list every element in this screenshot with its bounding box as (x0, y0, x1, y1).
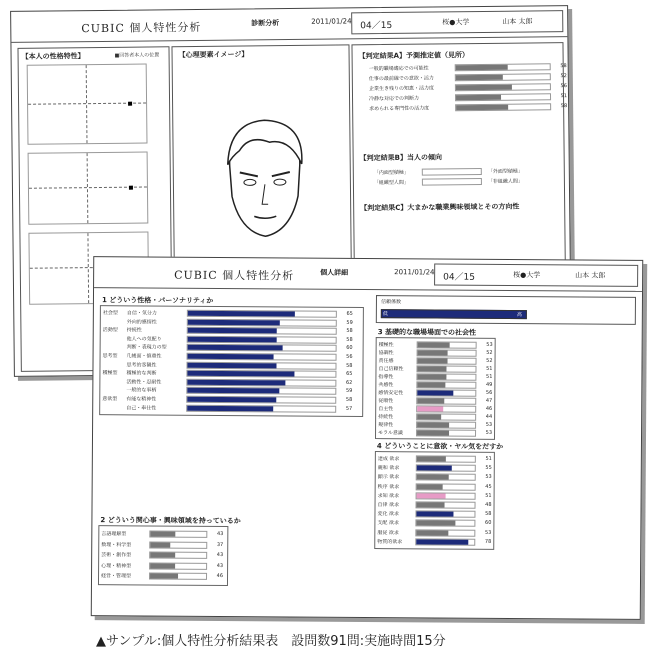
motivation-row-value: 58 (485, 511, 492, 518)
report-date: 2011/01/24 (394, 268, 435, 277)
interest-row-value: 43 (216, 530, 224, 537)
social-table (375, 337, 496, 440)
motivation-row (378, 492, 492, 500)
social-row-label: 協調性 (378, 350, 394, 357)
trait-row-bar (187, 405, 273, 411)
motivation-row-bar (417, 493, 446, 498)
trait-row (103, 352, 359, 361)
social-row-label: 自己信頼性 (378, 366, 404, 373)
social-row-bar (417, 382, 445, 387)
motivation-row (377, 519, 491, 527)
motivation-row-label: 服従 欲求 (377, 529, 399, 536)
trait-row-bar (187, 362, 276, 368)
motivation-row-value: 51 (485, 455, 492, 462)
plot-box-2 (28, 151, 149, 224)
interest-row (101, 530, 225, 538)
motivation-row-bar (417, 466, 452, 471)
interest-table (98, 525, 228, 586)
result-a-row-label: 一般的職場適応での可能性 (368, 65, 429, 73)
social-row-bar (417, 398, 444, 403)
trait-row-bar (187, 397, 276, 403)
social-row-bar (417, 414, 441, 419)
interest-row-bar (150, 563, 175, 568)
trait-row-bar (188, 354, 274, 360)
result-a-row (368, 63, 567, 73)
motivation-row-value: 51 (485, 492, 492, 499)
social-row-value: 47 (485, 397, 493, 404)
tendency-scale (422, 168, 482, 176)
social-row-label: モラル意識 (378, 430, 403, 437)
trait-row-value: 56 (346, 353, 353, 360)
social-row (378, 389, 492, 397)
social-row-label: 従順性 (378, 398, 394, 405)
reliability-low: 低 (382, 311, 388, 318)
social-row-value: 53 (485, 429, 493, 436)
id-box (434, 263, 638, 286)
result-a-row-bar (456, 65, 508, 71)
reliability-high: 高 (516, 312, 522, 319)
tendency-scale (422, 178, 482, 186)
social-row-value: 53 (485, 421, 493, 428)
tendency-label: 「非組織人間」 (487, 178, 523, 185)
result-a-row (368, 83, 567, 93)
trait-group: 積極型 (102, 370, 118, 377)
interest-row-label: 数理・科学型 (101, 541, 132, 548)
result-a-row (369, 103, 568, 113)
social-row-label: 指導性 (378, 374, 394, 381)
trait-row-label: 一般的な事柄 (126, 387, 157, 394)
interest-row-bar (150, 531, 175, 536)
motivation-row-value: 60 (485, 520, 492, 527)
image-title: 【心理要素イメージ】 (178, 50, 249, 60)
social-row-value: 52 (486, 349, 493, 356)
trait-row-value: 65 (346, 310, 353, 317)
social-row (379, 357, 493, 365)
trait-row-value: 60 (346, 345, 353, 352)
trait-group: 意欲型 (102, 396, 118, 403)
section-interest-title: 2 どういう関心事・興味領域を持っているか (100, 516, 241, 526)
trait-row-value: 58 (346, 336, 353, 343)
motivation-row-bar (416, 530, 448, 535)
trait-row-bar (187, 388, 279, 394)
social-row (378, 397, 492, 405)
person-name: 山本 太郎 (575, 271, 606, 280)
motivation-table (374, 451, 495, 550)
trait-row (103, 344, 359, 353)
result-c-title: 【判定結果C】大まかな職業興味領域とその方向性 (360, 202, 520, 213)
result-a-row-value: 51 (560, 93, 568, 100)
trait-row (102, 369, 358, 378)
tendency-label: 「外面型積極」 (487, 168, 523, 175)
social-row-label: 感情安定性 (378, 390, 404, 397)
tendency-label: 「内面型積極」 (373, 169, 409, 177)
trait-row (102, 361, 358, 370)
motivation-row (377, 538, 491, 546)
trait-row-bar (188, 345, 283, 351)
social-row-bar (417, 422, 449, 427)
tendency-label: 「組織型人間」 (373, 179, 409, 187)
person-name: 山本 太郎 (502, 17, 533, 26)
trait-row-value: 58 (346, 362, 353, 369)
trait-row (103, 326, 359, 335)
social-row-bar (417, 390, 453, 395)
result-a-row-value: 56 (560, 83, 567, 90)
motivation-row-label: 支配 欲求 (377, 520, 400, 527)
trait-row-bar (188, 337, 277, 343)
trait-list (101, 306, 363, 412)
motivation-row-label: 物質的欲求 (377, 538, 403, 546)
trait-row-label: 判断・表現力の型 (126, 344, 167, 351)
trait-row-label: 持続性 (126, 327, 142, 334)
trait-row-value: 65 (346, 371, 353, 378)
social-row-value: 49 (485, 381, 493, 388)
trait-row-label: 几帳面・慎重性 (126, 353, 162, 360)
interest-row-label: 経営・管理型 (101, 573, 132, 580)
trait-row (102, 404, 358, 413)
trait-row-label: 有能な精神性 (126, 396, 157, 403)
motivation-row-label: 秩序 欲求 (377, 483, 400, 490)
motivation-list (376, 452, 494, 546)
exam-code: 04／15 (360, 20, 393, 32)
social-row-value: 44 (485, 413, 493, 420)
trait-row (102, 395, 358, 404)
plot-box-1 (27, 64, 148, 145)
trait-row-bar (187, 380, 285, 386)
result-a-row-bar (456, 105, 508, 111)
motivation-row-label: 達成 欲求 (377, 456, 400, 463)
result-a-row (369, 93, 568, 103)
motivation-row (378, 464, 492, 472)
interest-row-bar (150, 573, 178, 578)
school-name: 桜●大学 (442, 18, 470, 27)
social-row (378, 413, 492, 421)
sheet-header (11, 6, 567, 43)
trait-row (102, 378, 358, 387)
sheet-tag: 個人詳細 (320, 268, 349, 277)
social-row-bar (417, 374, 446, 379)
trait-row-label: 自己・奉仕性 (126, 404, 157, 412)
social-row (378, 429, 492, 437)
social-row-label: 積極性 (378, 342, 394, 349)
motivation-row-bar (417, 484, 443, 489)
motivation-row-label: 求知 欲求 (377, 492, 400, 500)
section-social-title: 3 基礎的な職場場面での社会性 (377, 328, 477, 337)
sheet-tag: 診断分析 (251, 19, 280, 28)
interest-row (101, 541, 225, 549)
trait-row-bar (188, 328, 277, 334)
trait-group: 思考型 (102, 353, 118, 360)
trait-row-value: 57 (345, 405, 353, 412)
trait-row-bar (188, 311, 295, 317)
trait-row (103, 309, 359, 318)
social-row-value: 51 (486, 365, 493, 372)
interest-row-bar (150, 552, 175, 557)
result-a-row-bar (456, 75, 503, 80)
interest-row-label: 言語理解型 (101, 531, 127, 538)
id-box (351, 10, 563, 34)
social-row-label: 責任感 (378, 358, 394, 365)
interest-row-label: 芸術・創作型 (101, 552, 132, 559)
social-row (378, 381, 492, 389)
social-row (379, 341, 493, 349)
face-illustration (209, 116, 320, 247)
motivation-row-bar (417, 502, 445, 507)
interest-row-value: 43 (216, 562, 224, 569)
social-row-value: 52 (486, 357, 493, 364)
result-a-title: 【判定結果A】予測推定値（見所） (358, 51, 470, 61)
motivation-row-bar (417, 475, 449, 480)
social-row-bar (418, 342, 450, 347)
social-row-value: 46 (485, 405, 493, 412)
section-motivation-title: 4 どういうことに意欲・ヤル気をだすか (376, 442, 504, 451)
trait-row-value: 58 (345, 396, 353, 403)
motivation-row-label: 顕示 欲求 (377, 474, 400, 481)
trait-row-value: 59 (346, 319, 353, 326)
motivation-row (377, 510, 491, 518)
motivation-row (378, 473, 492, 481)
social-row-bar (417, 406, 443, 411)
social-row-value: 53 (486, 341, 493, 348)
social-row-bar (418, 350, 448, 355)
plot-legend: ■回答者本人の位置 (114, 52, 160, 59)
reliability-bar (381, 309, 527, 319)
social-row-label: 自主性 (378, 406, 394, 413)
result-a-row-bar (456, 85, 512, 91)
sheet-title: CUBIC 個人特性分析 (81, 20, 202, 36)
interest-row-bar (150, 542, 170, 547)
personality-title: 【本人の性格特性】 (21, 52, 85, 61)
report-date: 2011/01/24 (311, 17, 352, 26)
interest-row (101, 562, 225, 570)
result-a-row-value: 58 (560, 103, 568, 110)
sheet-title: CUBIC 個人特性分析 (174, 268, 295, 283)
reliability-label: 信頼係数 (380, 299, 401, 306)
motivation-row-value: 45 (485, 483, 492, 490)
trait-row-label: 他人への気配り (126, 336, 162, 343)
social-row-value: 56 (485, 389, 493, 396)
plot-axis (87, 153, 89, 223)
trait-group: 社会型 (102, 310, 118, 317)
trait-row-value: 62 (345, 379, 353, 386)
motivation-row-value: 48 (485, 501, 492, 508)
trait-row-label: 外向的感情性 (126, 318, 157, 326)
social-row (378, 365, 492, 373)
exam-code: 04／15 (443, 272, 476, 283)
sheet-header (94, 257, 642, 292)
trait-row-label: 積極的な判断 (126, 370, 157, 377)
motivation-row-label: 変化 欲求 (377, 511, 400, 518)
trait-row-label: 自信・気分力 (126, 310, 157, 317)
motivation-row-bar (416, 512, 453, 517)
section-personality-title: 1 どういう性格・パーソナリティか (101, 296, 214, 305)
social-row-label: 規律性 (378, 422, 394, 429)
motivation-row-label: 親和 欲求 (377, 465, 400, 472)
result-a-row-label: 企業生き残りの知恵・活力度 (368, 85, 434, 93)
motivation-row (378, 483, 492, 491)
reliability-box (376, 295, 636, 325)
interest-list (99, 526, 227, 580)
report-sheet-detail (91, 256, 643, 620)
trait-row-bar (187, 371, 294, 377)
trait-row-label: 思考的客観性 (126, 361, 157, 369)
social-row-bar (418, 358, 448, 363)
interest-row (101, 572, 225, 580)
motivation-row-value: 53 (484, 529, 492, 536)
trait-row-bar (188, 319, 280, 325)
motivation-row-value: 78 (484, 538, 492, 545)
result-a-row-value: 58 (560, 63, 567, 70)
trait-group: 活動型 (102, 327, 118, 334)
trait-row (102, 387, 358, 396)
result-a-row-bar (456, 95, 501, 100)
social-row (379, 349, 493, 357)
trait-row-label: 活動性・忍耐性 (126, 379, 162, 386)
social-row-bar (417, 366, 446, 371)
result-b-title: 【判定結果B】当人の傾向 (359, 153, 443, 163)
social-row-bar (417, 430, 449, 435)
motivation-row-value: 53 (485, 474, 492, 481)
motivation-row (377, 529, 491, 537)
social-row-label: 持続性 (378, 414, 394, 421)
social-list (377, 338, 495, 437)
personality-comment (100, 417, 363, 511)
result-a-row-label: 求められる専門性の活力度 (369, 105, 430, 113)
motivation-row-bar (417, 456, 446, 461)
social-row (378, 421, 492, 429)
caption: ▲サンプル:個人特性分析結果表 設問数91問:実施時間15分 (96, 634, 446, 649)
motivation-row (378, 501, 492, 509)
motivation-row-label: 自律 欲求 (377, 502, 400, 509)
trait-table (99, 305, 364, 417)
social-row (378, 373, 492, 381)
interest-row (101, 551, 225, 559)
school-name: 桜●大学 (513, 271, 541, 280)
social-row-value: 51 (486, 373, 493, 380)
motivation-row (378, 455, 492, 463)
social-row-label: 共感性 (378, 382, 394, 389)
result-a-row-value: 52 (560, 73, 567, 80)
plot-marker (128, 102, 132, 106)
trait-row (103, 318, 359, 327)
trait-row (103, 335, 359, 344)
social-row (378, 405, 492, 413)
motivation-row-value: 55 (485, 465, 492, 472)
result-a-row (368, 73, 567, 83)
result-a-row-label: 冷静な対応での判断力 (369, 95, 420, 103)
result-a-row-label: 仕事の最前線での意欲・活力 (368, 75, 434, 83)
motivation-row-bar (416, 521, 455, 526)
interest-row-value: 46 (216, 572, 224, 579)
plot-marker (129, 186, 133, 190)
motivation-row-bar (416, 539, 468, 544)
trait-row-value: 59 (345, 388, 353, 395)
interest-row-value: 37 (216, 541, 224, 548)
interest-row-value: 43 (216, 551, 224, 558)
trait-row-value: 58 (346, 328, 353, 335)
plot-axis (87, 233, 89, 303)
interest-row-label: 心理・精神型 (101, 562, 132, 569)
